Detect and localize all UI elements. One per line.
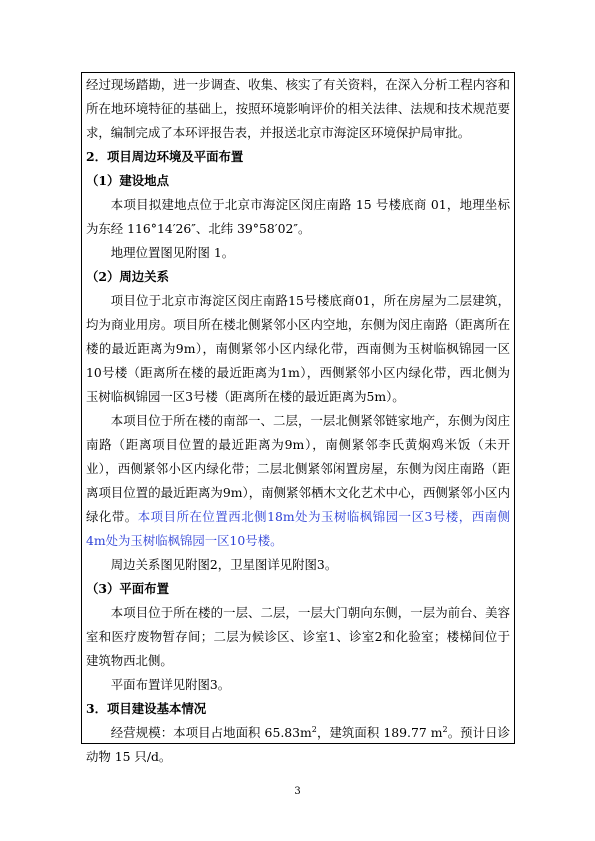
surroundings-text: 本项目位于所在楼的南部一、二层，一层北侧紧邻链家地产，东侧为闵庄南路（距离项目位置的最近距离为9m），南侧紧邻李氏黄焖鸡米饭（未开业），西侧紧邻小区内绿化带；二层北侧紧邻闲置房屋，东侧为闵庄南路（距离项目位置的最近距离为9m），南侧紧邻栖木文化艺术中心，西侧紧邻小区内绿化带。: [86, 413, 510, 524]
scale-text-a: 经营规模：本项目占地面积 65.83m: [110, 725, 312, 740]
location-figure-ref: 地理位置图见附图 1。: [110, 245, 235, 260]
section-3-heading: 3．项目建设基本情况: [86, 701, 207, 716]
subsection-surroundings-heading: （2）周边关系: [86, 269, 169, 284]
intro-paragraph: 经过现场踏勘，进一步调查、收集、核实了有关资料，在深入分析工程内容和所在地环境特征的基础上，按照环境影响评价的相关法律、法规和技术规范要求，编制完成了本环评报告表，并报送北京市海淀区环境保护局审批。: [86, 77, 510, 140]
scale-superscript-1: 2: [311, 724, 317, 734]
page-number: 3: [294, 786, 301, 797]
scale-superscript-2: 2: [442, 724, 448, 734]
section-2-heading: 2．项目周边环境及平面布置: [86, 149, 244, 164]
subsection-layout-heading: （3）平面布置: [86, 581, 169, 596]
scale-paragraph: [86, 721, 510, 769]
surroundings-paragraph-1: 项目位于北京市海淀区闵庄南路15号楼底商01，所在房屋为二层建筑，均为商业用房。项目所在楼北侧紧邻小区内空地，东侧为闵庄南路（距离所在楼的最近距离为9m），南侧紧邻小区内绿化带，西南侧为玉树临枫锦园一区10号楼（距离所在楼的最近距离为1m），西侧紧邻小区内绿化带，西北侧为玉树临枫锦园一区3号楼（距离所在楼的最近距离为5m）。: [86, 293, 510, 404]
surroundings-highlight: 本项目所在位置西北侧18m处为玉树临枫锦园一区3号楼，西南侧4m处为玉树临枫锦园一区10号楼。: [86, 509, 511, 548]
layout-figure-ref: 平面布置详见附图3。: [110, 677, 231, 692]
surroundings-paragraph-2: [86, 409, 510, 553]
scale-text-b: ，建筑面积 189.77 m: [316, 725, 443, 740]
layout-paragraph: 本项目位于所在楼的一层、二层，一层大门朝向东侧，一层为前台、美容室和医疗废物暂存间；二层为候诊区、诊室1、诊室2和化验室；楼梯间位于建筑物西北侧。: [86, 605, 510, 668]
document-body: [86, 73, 510, 769]
location-paragraph: 本项目拟建地点位于北京市海淀区闵庄南路 15 号楼底商 01，地理坐标为东经 116°14′26″、北纬 39°58′02″。: [86, 197, 510, 236]
scale-text-c: 。预计日诊动物 15 只/d。: [86, 725, 510, 764]
surroundings-figure-ref: 周边关系图见附图2，卫星图详见附图3。: [110, 557, 338, 572]
subsection-location-heading: （1）建设地点: [86, 173, 169, 188]
